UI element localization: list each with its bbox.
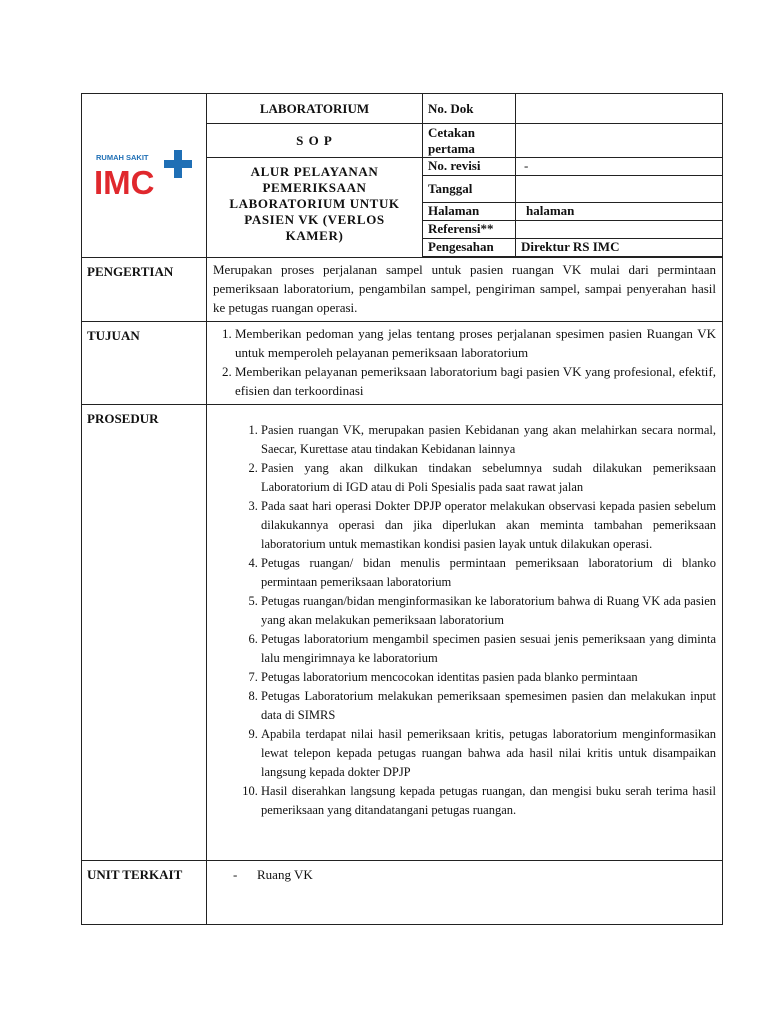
department-label: LABORATORIUM [207,94,423,124]
section-label-tujuan: TUJUAN [82,322,207,405]
field-label-tanggal: Tanggal [423,176,516,203]
list-item: 6. Petugas laboratorium mengambil specimen pasien sesuai jenis pemeriksaan yang diminta lalu mengirimnaya ke laboratorium [261,630,716,668]
document-title: ALUR PELAYANAN PEMERIKSAAN LABORATORIUM UNTUK PASIEN VK (VERLOS KAMER) [207,158,423,258]
section-label-unit-terkait: UNIT TERKAIT [82,861,207,925]
list-item: 1. Pasien ruangan VK, merupakan pasien Kebidanan yang akan melahirkan secara normal, Saecar, Kurettase atau tindakan Kebidanan lainnya [261,421,716,459]
field-value-halaman: halaman [516,203,723,221]
list-item: 5. Petugas ruangan/bidan menginformasikan ke laboratorium bahwa di Ruang VK ada pasien yang akan melakukan pemeriksaan laboratorium [261,592,716,630]
field-label-halaman: Halaman [423,203,516,221]
field-label-cetakan: Cetakan pertama [423,124,516,158]
field-label-revisi: No. revisi [423,158,516,176]
list-item: 7. Petugas laboratorium mencocokan identitas pasien pada blanko permintaan [261,668,716,687]
sop-document-table [81,93,723,925]
prosedur-list [213,421,716,820]
list-dash: - [233,867,238,882]
field-value-no-dok [516,94,723,124]
field-value-revisi: - [516,158,723,176]
hospital-logo [94,148,194,204]
logo-top-text: RUMAH SAKIT [96,152,149,162]
list-item: 2. Pasien yang akan dilkukan tindakan sebelumnya sudah dilakukan pemeriksaan Laboratorium di IGD atau di Poli Spesialis pada saat rawat jalan [261,459,716,497]
list-item: 4. Petugas ruangan/ bidan menulis permintaan pemeriksaan laboratorium di blanko permintaan pemeriksaan laboratorium [261,554,716,592]
field-label-pengesahan: Pengesahan [423,239,516,257]
field-label-referensi: Referensi** [423,221,516,239]
list-item: 10. Hasil diserahkan langsung kepada petugas ruangan, dan mengisi buku serah terima hasil pemeriksaan yang ditandatangani petugas ruangan. [261,782,716,820]
list-item: 2. Memberikan pelayanan pemeriksaan laboratorium bagi pasien VK yang profesional, efektif, efisien dan terkoordinasi [235,362,716,400]
logo-main-text: IMC [94,163,155,200]
prosedur-list-cell [207,405,723,861]
unit-terkait-cell [207,861,723,925]
tujuan-list [213,324,716,400]
pengertian-text: Merupakan proses perjalanan sampel untuk pasien ruangan VK mulai dari permintaan pemeriksaan laboratorium, pengambilan sampel, pengiriman sampel, sampai penyerahan hasil ke petugas ruangan operasi. [207,258,723,322]
list-item: Ruang VK [257,867,313,882]
list-item: 1. Memberikan pedoman yang jelas tentang proses perjalanan spesimen pasien Ruangan VK untuk memperoleh pelayanan pemeriksaan laboratorium [235,324,716,362]
section-label-prosedur: PROSEDUR [82,405,207,861]
logo-cell [82,94,207,258]
imc-cross-logo-icon [94,148,194,200]
doc-type-label: S O P [207,124,423,158]
field-value-tanggal [516,176,723,203]
section-label-pengertian: PENGERTIAN [82,258,207,322]
field-value-referensi [516,221,723,239]
tujuan-list-cell [207,322,723,405]
field-label-no-dok: No. Dok [423,94,516,124]
field-value-cetakan [516,124,723,158]
field-value-pengesahan: Direktur RS IMC [516,239,723,257]
list-item: 9. Apabila terdapat nilai hasil pemeriksaan kritis, petugas laboratorium menginformasikan lewat telepon kepada petugas ruangan bahwa ada hasil nilai kritis untuk disampaikan langsung kepada dokter DPJP [261,725,716,782]
list-item: 3. Pada saat hari operasi Dokter DPJP operator melakukan observasi kepada pasien sebelum dilakukannya operasi dan jika diperlukan akan meminta tambahan pemeriksaan laboratorium untuk memastikan kondisi pasien layak untuk dilakukan operasi. [261,497,716,554]
list-item: 8. Petugas Laboratorium melakukan pemeriksaan spemesimen pasien dan melakukan input data di SIMRS [261,687,716,725]
